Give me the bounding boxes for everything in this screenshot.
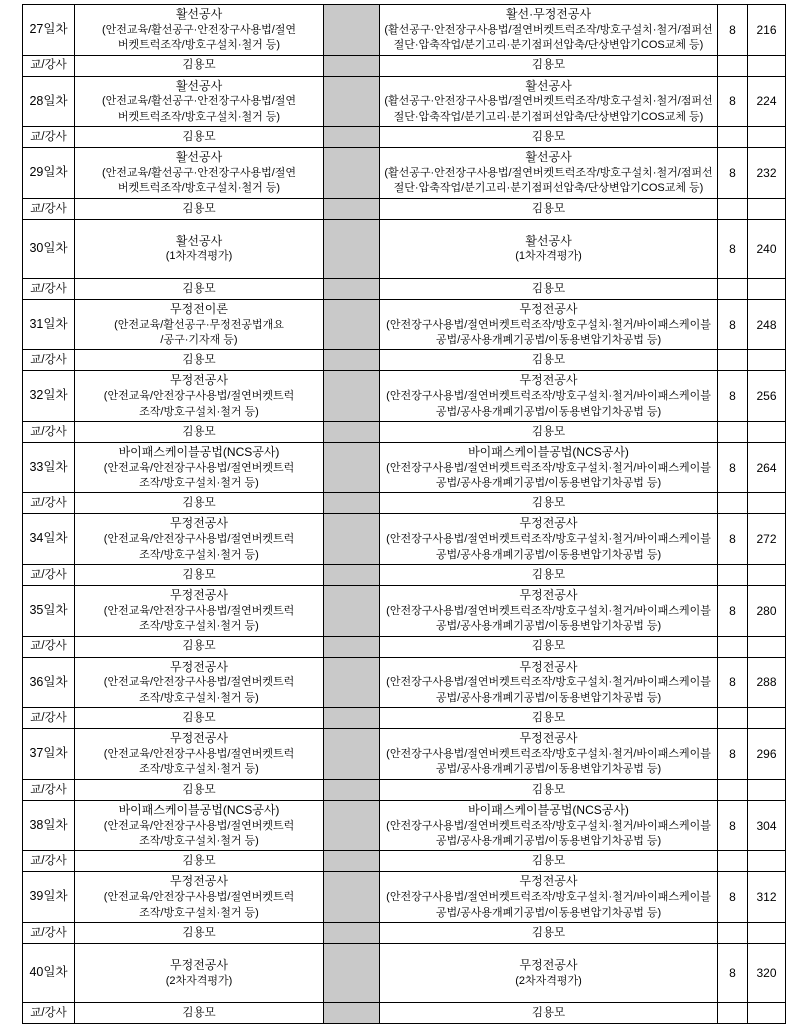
subject-title: 무정전공사 [170, 516, 228, 531]
table-row-instructor [23, 198, 786, 219]
cell-shaded-spacer [324, 198, 380, 219]
instructor-name-practice: 김용모 [380, 55, 718, 76]
cell-day: 40일차 [23, 943, 75, 1002]
instructor-name-practice: 김용모 [380, 350, 718, 371]
subject-detail: (1차자격평가) [165, 250, 233, 263]
cell-day: 35일차 [23, 586, 75, 637]
practice-detail: (안전장구사용법/절연버켓트럭조작/방호구설치·철거/바이패스케이블 공법/공사용개폐기공법/이동용변압기차공법 등) [386, 318, 711, 346]
cell-hours: 8 [718, 514, 748, 565]
table-row-instructor [23, 565, 786, 586]
cell-empty-hours [718, 493, 748, 514]
practice-title: 무정전공사 [519, 588, 578, 603]
table-row [23, 219, 786, 278]
cell-practice [380, 5, 718, 56]
cell-practice [380, 586, 718, 637]
cell-hours: 8 [718, 5, 748, 56]
cell-empty-cumulative [748, 851, 786, 872]
practice-title: 바이패스케이블공법(NCS공사) [468, 802, 629, 817]
instructor-name-practice: 김용모 [380, 779, 718, 800]
cell-shaded-spacer [324, 55, 380, 76]
cell-practice [380, 514, 718, 565]
cell-shaded-spacer [324, 800, 380, 851]
cell-hours: 8 [718, 299, 748, 350]
cell-cumulative-hours: 280 [748, 586, 786, 637]
cell-subject [75, 514, 324, 565]
cell-empty-cumulative [748, 708, 786, 729]
practice-detail: (안전장구사용법/절연버켓트럭조작/방호구설치·철거/바이패스케이블 공법/공사용개폐기공법/이동용변압기차공법 등) [386, 390, 711, 418]
instructor-name-subject: 김용모 [75, 1002, 324, 1023]
instructor-name-practice: 김용모 [380, 198, 718, 219]
table-row-instructor [23, 636, 786, 657]
instructor-name-subject: 김용모 [75, 636, 324, 657]
instructor-name-subject: 김용모 [75, 55, 324, 76]
subject-title: 무정전공사 [170, 874, 228, 889]
practice-detail: (안전장구사용법/절연버켓트럭조작/방호구설치·철거/바이패스케이블 공법/공사용개폐기공법/이동용변압기차공법 등) [386, 748, 711, 776]
practice-detail: (활선공구·안전장구사용법/절연버켓트럭조작/방호구설치·철거/점퍼선 절단·압축작업/분기고리·분기점퍼선압축/단상변압기COS교체 등) [384, 166, 713, 195]
subject-detail: (안전교육/활선공구·안전장구사용법/절연 버켓트럭조작/방호구설치·철거 등) [101, 166, 297, 195]
cell-empty-hours [718, 55, 748, 76]
table-row-instructor [23, 851, 786, 872]
cell-hours: 8 [718, 586, 748, 637]
cell-empty-hours [718, 421, 748, 442]
cell-subject [75, 219, 324, 278]
instructor-label: 교/강사 [23, 565, 75, 586]
instructor-label: 교/강사 [23, 127, 75, 148]
instructor-label: 교/강사 [23, 198, 75, 219]
table-row [23, 5, 786, 56]
table-row-instructor [23, 350, 786, 371]
cell-practice [380, 800, 718, 851]
instructor-name-practice: 김용모 [380, 1002, 718, 1023]
instructor-name-subject: 김용모 [75, 708, 324, 729]
practice-title: 바이패스케이블공법(NCS공사) [468, 444, 629, 459]
cell-shaded-spacer [324, 493, 380, 514]
cell-empty-cumulative [748, 278, 786, 299]
instructor-name-subject: 김용모 [75, 565, 324, 586]
instructor-label: 교/강사 [23, 1002, 75, 1023]
instructor-name-subject: 김용모 [75, 278, 324, 299]
instructor-label: 교/강사 [23, 493, 75, 514]
cell-empty-hours [718, 198, 748, 219]
table-row-instructor [23, 421, 786, 442]
cell-empty-hours [718, 779, 748, 800]
table-row [23, 442, 786, 493]
instructor-label: 교/강사 [23, 851, 75, 872]
cell-shaded-spacer [324, 922, 380, 943]
practice-title: 활선·무정전공사 [505, 7, 592, 21]
table-row [23, 729, 786, 780]
cell-empty-hours [718, 851, 748, 872]
table-row [23, 514, 786, 565]
cell-day: 32일차 [23, 371, 75, 422]
cell-cumulative-hours: 256 [748, 371, 786, 422]
subject-title: 무정전공사 [170, 588, 228, 603]
cell-hours: 8 [718, 219, 748, 278]
cell-hours: 8 [718, 872, 748, 923]
cell-shaded-spacer [324, 779, 380, 800]
cell-empty-cumulative [748, 198, 786, 219]
table-row-instructor [23, 493, 786, 514]
cell-cumulative-hours: 232 [748, 148, 786, 199]
cell-empty-hours [718, 636, 748, 657]
table-row [23, 657, 786, 708]
cell-day: 29일차 [23, 148, 75, 199]
table-body [23, 5, 786, 1024]
subject-detail: (안전교육/활선공구·무정전공법개요 /공구·기자재 등) [114, 318, 284, 346]
cell-day: 39일차 [23, 872, 75, 923]
instructor-name-practice: 김용모 [380, 922, 718, 943]
table-row [23, 586, 786, 637]
cell-cumulative-hours: 320 [748, 943, 786, 1002]
cell-shaded-spacer [324, 299, 380, 350]
cell-subject [75, 657, 324, 708]
cell-shaded-spacer [324, 851, 380, 872]
instructor-label: 교/강사 [23, 708, 75, 729]
cell-hours: 8 [718, 148, 748, 199]
cell-empty-hours [718, 278, 748, 299]
cell-shaded-spacer [324, 636, 380, 657]
cell-empty-hours [718, 922, 748, 943]
cell-practice [380, 657, 718, 708]
cell-shaded-spacer [324, 657, 380, 708]
practice-detail: (활선공구·안전장구사용법/절연버켓트럭조작/방호구설치·철거/점퍼선 절단·압축작업/분기고리·분기점퍼선압축/단상변압기COS교체 등) [384, 23, 713, 52]
cell-shaded-spacer [324, 442, 380, 493]
cell-shaded-spacer [324, 127, 380, 148]
cell-hours: 8 [718, 800, 748, 851]
cell-empty-cumulative [748, 1002, 786, 1023]
instructor-label: 교/강사 [23, 421, 75, 442]
practice-detail: (안전장구사용법/절연버켓트럭조작/방호구설치·철거/바이패스케이블 공법/공사용개폐기공법/이동용변압기차공법 등) [386, 533, 711, 561]
cell-hours: 8 [718, 729, 748, 780]
instructor-name-subject: 김용모 [75, 127, 324, 148]
cell-shaded-spacer [324, 76, 380, 127]
subject-detail: (안전교육/안전장구사용법/절연버켓트럭 조작/방호구설치·철거 등) [103, 748, 295, 776]
practice-detail: (2차자격평가) [515, 974, 582, 987]
cell-empty-cumulative [748, 55, 786, 76]
practice-detail: (안전장구사용법/절연버켓트럭조작/방호구설치·철거/바이패스케이블 공법/공사용개폐기공법/이동용변압기차공법 등) [386, 604, 711, 633]
instructor-name-practice: 김용모 [380, 278, 718, 299]
cell-cumulative-hours: 240 [748, 219, 786, 278]
subject-detail: (안전교육/안전장구사용법/절연버켓트럭 조작/방호구설치·철거 등) [103, 533, 295, 561]
table-row-instructor [23, 922, 786, 943]
subject-detail: (2차자격평가) [165, 974, 233, 987]
table-row [23, 76, 786, 127]
cell-empty-cumulative [748, 127, 786, 148]
cell-subject [75, 371, 324, 422]
subject-detail: (안전교육/안전장구사용법/절연버켓트럭 조작/방호구설치·철거 등) [103, 604, 295, 633]
table-row-instructor [23, 708, 786, 729]
subject-title: 활선공사 [175, 7, 223, 21]
cell-day: 31일차 [23, 299, 75, 350]
subject-title: 바이패스케이블공법(NCS공사) [118, 802, 280, 817]
subject-title: 무정전공사 [170, 373, 228, 388]
instructor-label: 교/강사 [23, 278, 75, 299]
practice-detail: (안전장구사용법/절연버켓트럭조작/방호구설치·철거/바이패스케이블 공법/공사용개폐기공법/이동용변압기차공법 등) [386, 676, 711, 704]
subject-title: 무정전공사 [170, 731, 228, 746]
instructor-name-subject: 김용모 [75, 922, 324, 943]
cell-empty-hours [718, 565, 748, 586]
cell-day: 34일차 [23, 514, 75, 565]
cell-hours: 8 [718, 371, 748, 422]
instructor-label: 교/강사 [23, 636, 75, 657]
subject-title: 활선공사 [175, 233, 223, 248]
instructor-name-subject: 김용모 [75, 421, 324, 442]
cell-shaded-spacer [324, 219, 380, 278]
subject-detail: (안전교육/안전장구사용법/절연버켓트럭 조작/방호구설치·철거 등) [103, 390, 295, 418]
cell-practice [380, 76, 718, 127]
subject-title: 무정전공사 [170, 957, 228, 972]
instructor-label: 교/강사 [23, 350, 75, 371]
cell-empty-hours [718, 1002, 748, 1023]
practice-title: 활선공사 [525, 233, 572, 248]
cell-practice [380, 299, 718, 350]
cell-shaded-spacer [324, 350, 380, 371]
cell-empty-cumulative [748, 350, 786, 371]
cell-cumulative-hours: 288 [748, 657, 786, 708]
instructor-name-subject: 김용모 [75, 350, 324, 371]
cell-day: 33일차 [23, 442, 75, 493]
cell-empty-cumulative [748, 636, 786, 657]
cell-hours: 8 [718, 657, 748, 708]
instructor-name-subject: 김용모 [75, 779, 324, 800]
cell-shaded-spacer [324, 1002, 380, 1023]
cell-subject [75, 729, 324, 780]
instructor-name-practice: 김용모 [380, 565, 718, 586]
subject-detail: (안전교육/활선공구·안전장구사용법/절연 버켓트럭조작/방호구설치·철거 등) [101, 95, 297, 123]
cell-cumulative-hours: 312 [748, 872, 786, 923]
cell-shaded-spacer [324, 371, 380, 422]
cell-shaded-spacer [324, 729, 380, 780]
instructor-name-practice: 김용모 [380, 851, 718, 872]
practice-title: 무정전공사 [519, 516, 578, 531]
cell-day: 38일차 [23, 800, 75, 851]
cell-day: 28일차 [23, 76, 75, 127]
cell-empty-cumulative [748, 922, 786, 943]
practice-title: 무정전공사 [519, 731, 578, 746]
practice-detail: (1차자격평가) [515, 250, 582, 263]
table-row [23, 872, 786, 923]
instructor-name-practice: 김용모 [380, 708, 718, 729]
practice-title: 무정전공사 [519, 874, 578, 889]
table-row-instructor [23, 278, 786, 299]
instructor-name-subject: 김용모 [75, 851, 324, 872]
table-row-instructor [23, 1002, 786, 1023]
cell-shaded-spacer [324, 421, 380, 442]
instructor-name-practice: 김용모 [380, 127, 718, 148]
instructor-label: 교/강사 [23, 779, 75, 800]
instructor-name-practice: 김용모 [380, 421, 718, 442]
cell-shaded-spacer [324, 872, 380, 923]
cell-practice [380, 148, 718, 199]
cell-practice [380, 872, 718, 923]
cell-empty-cumulative [748, 779, 786, 800]
cell-subject [75, 800, 324, 851]
cell-shaded-spacer [324, 5, 380, 56]
practice-detail: (안전장구사용법/절연버켓트럭조작/방호구설치·철거/바이패스케이블 공법/공사용개폐기공법/이동용변압기차공법 등) [386, 819, 711, 847]
cell-day: 36일차 [23, 657, 75, 708]
cell-subject [75, 586, 324, 637]
instructor-name-subject: 김용모 [75, 198, 324, 219]
cell-subject [75, 299, 324, 350]
cell-shaded-spacer [324, 278, 380, 299]
practice-title: 무정전공사 [519, 659, 578, 674]
cell-shaded-spacer [324, 586, 380, 637]
cell-cumulative-hours: 248 [748, 299, 786, 350]
cell-empty-hours [718, 127, 748, 148]
cell-cumulative-hours: 296 [748, 729, 786, 780]
subject-title: 무정전이론 [170, 301, 228, 316]
cell-empty-cumulative [748, 493, 786, 514]
subject-detail: (안전교육/안전장구사용법/절연버켓트럭 조작/방호구설치·철거 등) [103, 676, 295, 704]
cell-hours: 8 [718, 943, 748, 1002]
cell-subject [75, 5, 324, 56]
practice-title: 무정전공사 [519, 957, 578, 972]
cell-day: 27일차 [23, 5, 75, 56]
cell-hours: 8 [718, 76, 748, 127]
cell-empty-hours [718, 350, 748, 371]
table-row [23, 943, 786, 1002]
cell-empty-cumulative [748, 565, 786, 586]
practice-title: 활선공사 [525, 78, 572, 93]
cell-hours: 8 [718, 442, 748, 493]
subject-detail: (안전교육/안전장구사용법/절연버켓트럭 조작/방호구설치·철거 등) [103, 461, 295, 490]
subject-title: 활선공사 [175, 78, 223, 93]
table-row [23, 148, 786, 199]
table-row [23, 371, 786, 422]
table-row-instructor [23, 55, 786, 76]
subject-title: 무정전공사 [170, 659, 228, 674]
cell-shaded-spacer [324, 148, 380, 199]
cell-empty-cumulative [748, 421, 786, 442]
table-row [23, 299, 786, 350]
cell-cumulative-hours: 272 [748, 514, 786, 565]
cell-subject [75, 442, 324, 493]
cell-shaded-spacer [324, 514, 380, 565]
instructor-name-practice: 김용모 [380, 636, 718, 657]
cell-cumulative-hours: 304 [748, 800, 786, 851]
table-row-instructor [23, 127, 786, 148]
cell-shaded-spacer [324, 708, 380, 729]
practice-title: 무정전공사 [519, 301, 578, 316]
cell-cumulative-hours: 216 [748, 5, 786, 56]
table-row-instructor [23, 779, 786, 800]
practice-detail: (안전장구사용법/절연버켓트럭조작/방호구설치·철거/바이패스케이블 공법/공사용개폐기공법/이동용변압기차공법 등) [386, 461, 711, 490]
subject-detail: (안전교육/활선공구·안전장구사용법/절연 버켓트럭조작/방호구설치·철거 등) [101, 23, 297, 52]
cell-shaded-spacer [324, 565, 380, 586]
cell-subject [75, 872, 324, 923]
cell-practice [380, 943, 718, 1002]
instructor-label: 교/강사 [23, 922, 75, 943]
instructor-name-subject: 김용모 [75, 493, 324, 514]
cell-shaded-spacer [324, 943, 380, 1002]
subject-detail: (안전교육/안전장구사용법/절연버켓트럭 조작/방호구설치·철거 등) [103, 891, 295, 919]
cell-empty-hours [718, 708, 748, 729]
cell-practice [380, 371, 718, 422]
cell-cumulative-hours: 264 [748, 442, 786, 493]
practice-detail: (안전장구사용법/절연버켓트럭조작/방호구설치·철거/바이패스케이블 공법/공사용개폐기공법/이동용변압기차공법 등) [386, 891, 711, 919]
cell-practice [380, 442, 718, 493]
cell-subject [75, 943, 324, 1002]
practice-detail: (활선공구·안전장구사용법/절연버켓트럭조작/방호구설치·철거/점퍼선 절단·압축작업/분기고리·분기점퍼선압축/단상변압기COS교체 등) [384, 95, 713, 123]
cell-subject [75, 76, 324, 127]
subject-title: 활선공사 [175, 150, 223, 165]
table-row [23, 800, 786, 851]
subject-title: 바이패스케이블공법(NCS공사) [118, 444, 280, 459]
practice-title: 활선공사 [525, 150, 572, 165]
practice-title: 무정전공사 [519, 373, 578, 388]
cell-day: 30일차 [23, 219, 75, 278]
subject-detail: (안전교육/안전장구사용법/절연버켓트럭 조작/방호구설치·철거 등) [103, 819, 295, 847]
instructor-label: 교/강사 [23, 55, 75, 76]
cell-cumulative-hours: 224 [748, 76, 786, 127]
cell-subject [75, 148, 324, 199]
cell-day: 37일차 [23, 729, 75, 780]
instructor-name-practice: 김용모 [380, 493, 718, 514]
cell-practice [380, 729, 718, 780]
cell-practice [380, 219, 718, 278]
training-schedule-table [22, 4, 786, 1024]
